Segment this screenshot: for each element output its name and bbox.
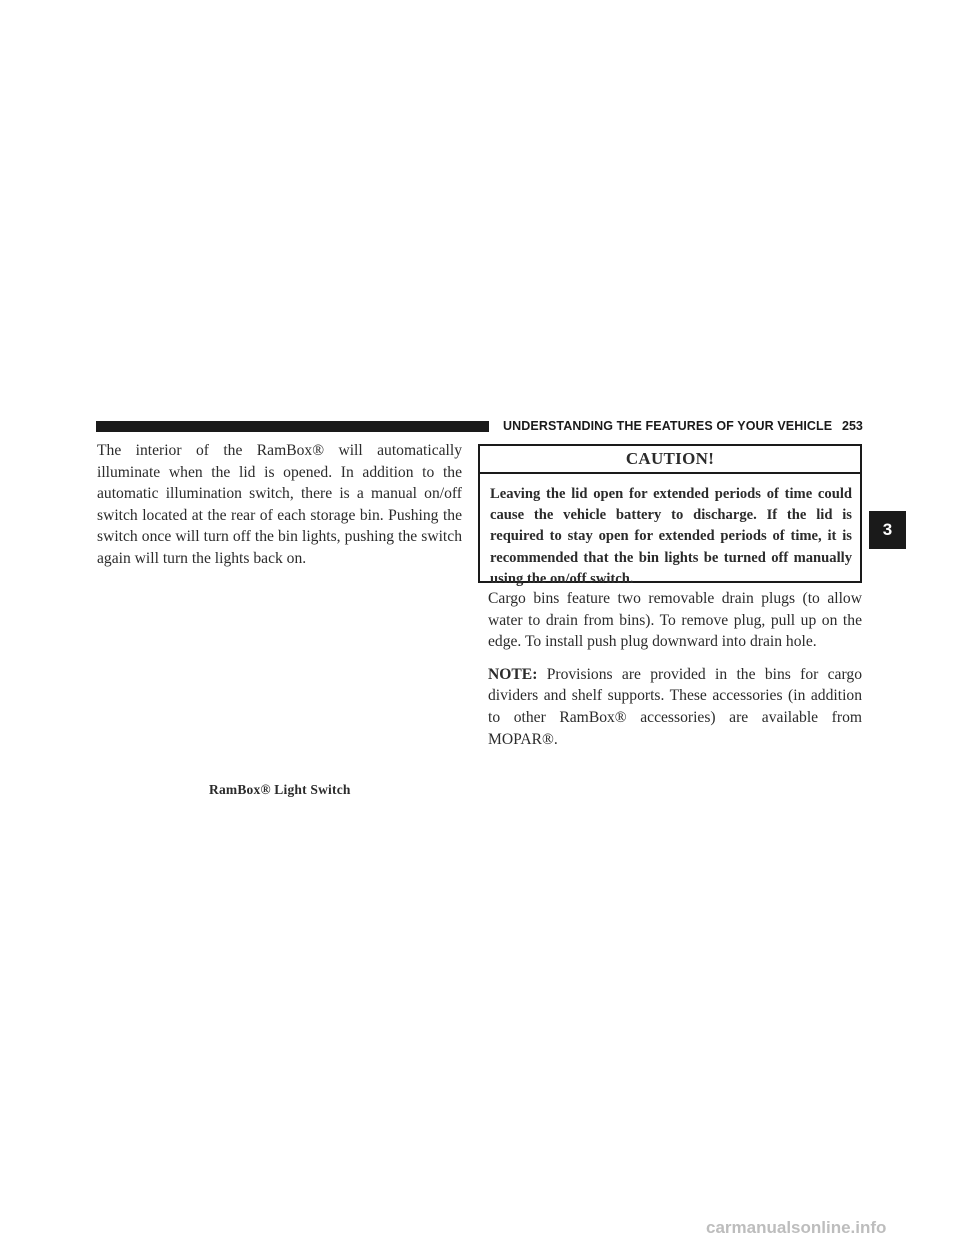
caution-text: Leaving the lid open for extended periods of time could cause the vehicle battery to discharge. If the lid is required to stay open for extended periods of time, it is recommended that the bin lights be turned off manually using the on/off switch. [490, 486, 852, 587]
caution-box [478, 444, 862, 587]
note-paragraph [488, 664, 862, 750]
caution-title: CAUTION! [480, 446, 860, 474]
intro-paragraph: The interior of the RamBox® will automatically illuminate when the lid is opened. In addition to the automatic illumination switch, there is a manual on/off switch located at the rear of each storage bin. Pushing the switch once will turn off the bin lights, pushing the switch again will turn the lights back on. [97, 442, 462, 567]
drain-plug-paragraph: Cargo bins feature two removable drain plugs (to allow water to drain from bins). To remove plug, pull up on the edge. To install push plug downward into drain hole. [488, 590, 862, 651]
right-column [488, 588, 862, 761]
header-rule [96, 421, 489, 432]
note-text: Provisions are provided in the bins for cargo dividers and shelf supports. These accessories (in addition to other RamBox® accessories) are available from MOPAR®. [488, 665, 862, 748]
figure-caption: RamBox® Light Switch [209, 782, 351, 797]
page-number: 253 [842, 419, 863, 433]
section-title: UNDERSTANDING THE FEATURES OF YOUR VEHICLE [503, 419, 833, 433]
watermark: carmanualsonline.info [706, 1218, 887, 1237]
chapter-tab: 3 [869, 511, 906, 549]
note-label: NOTE: [488, 665, 538, 683]
